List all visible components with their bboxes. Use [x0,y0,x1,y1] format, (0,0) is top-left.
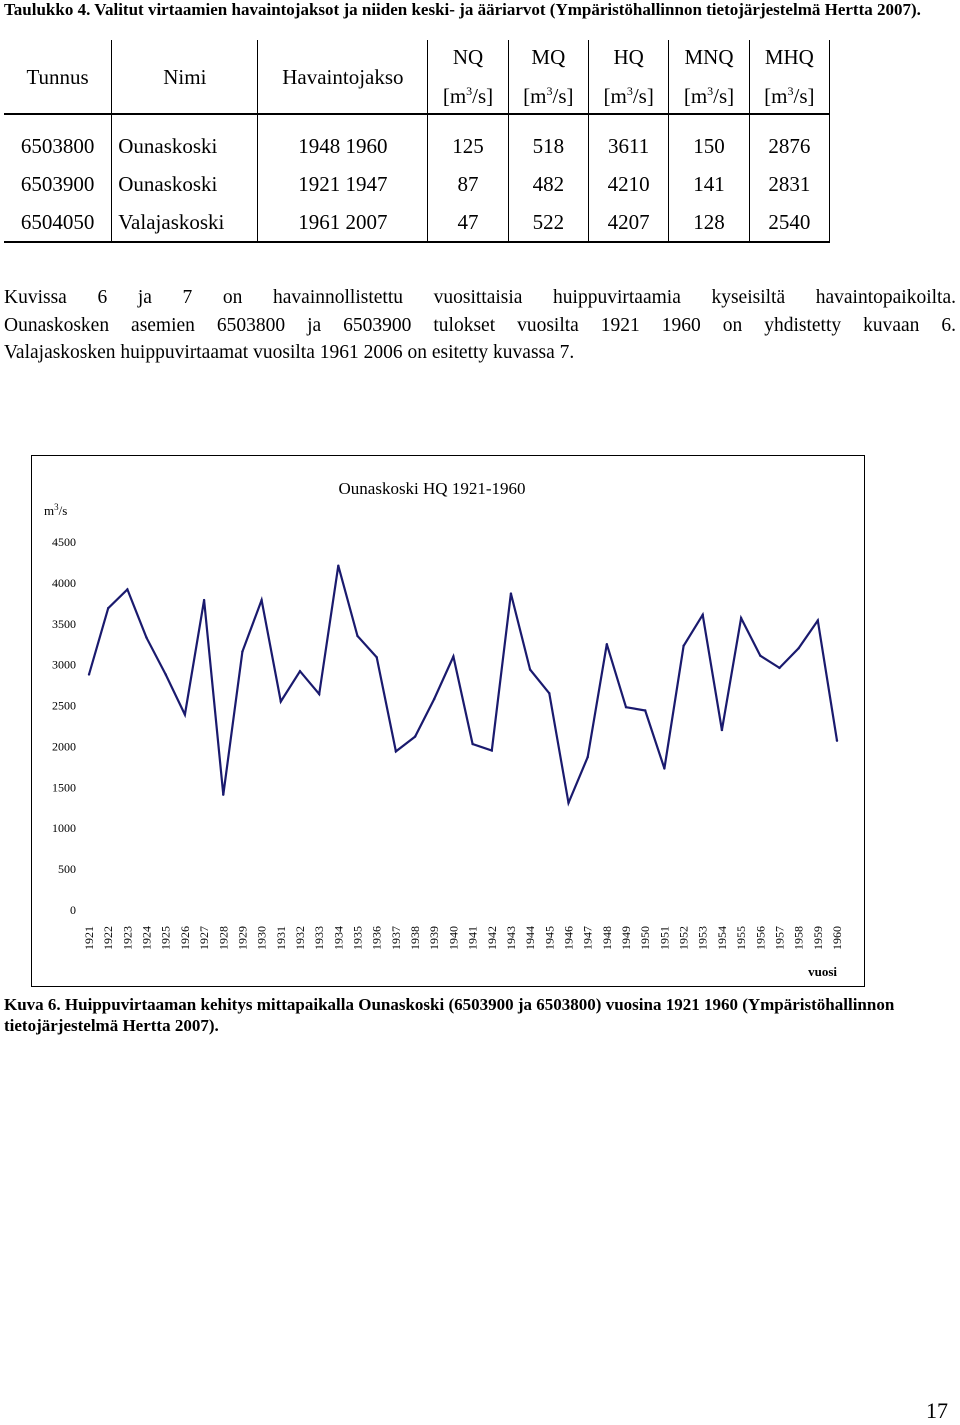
data-point [702,614,704,616]
chart-frame [31,455,865,987]
header-nimi: Nimi [112,40,258,114]
data-point [759,654,761,656]
cell-mnq: 141 [669,165,749,203]
data-point [817,619,819,621]
table-row [4,203,830,242]
data-point [356,635,358,637]
x-tick-label: 1930 [254,926,269,950]
data-point [222,793,224,795]
data-point [625,706,627,708]
header-mq [508,40,588,114]
x-tick-label: 1941 [465,926,480,950]
data-point [663,767,665,769]
y-tick-label: 1000 [52,821,76,836]
data-point [433,698,435,700]
header-mhq [749,40,829,114]
cell-tunnus: 6503900 [4,165,112,203]
data-point [184,713,186,715]
x-tick-label: 1947 [580,926,595,950]
x-tick-label: 1942 [484,926,499,950]
data-point [260,599,262,601]
data-point [510,592,512,594]
data-point [836,740,838,742]
header-havaintojakso: Havaintojakso [258,40,428,114]
header-mhq-label: MHQ [764,45,814,69]
x-tick-label: 1946 [561,926,576,950]
data-point [414,735,416,737]
data-point [548,692,550,694]
header-hq [589,40,669,114]
cell-jakso: 1961 2007 [258,203,428,242]
paragraph-line: Kuvissa 6 ja 7 on havainnollistettu vuosittaisia huippuvirtaamia kyseisiltä havaintopaikoilta. [4,287,956,308]
data-point [318,693,320,695]
data-point [778,667,780,669]
header-nq [428,40,508,114]
cell-mq: 522 [508,203,588,242]
cell-tunnus: 6504050 [4,203,112,242]
cell-mq: 482 [508,165,588,203]
x-axis-label: vuosi [808,964,837,979]
x-tick-label: 1922 [101,926,116,950]
x-tick-label: 1951 [657,926,672,950]
header-mnq [669,40,749,114]
data-point [241,650,243,652]
cell-mhq: 2540 [749,203,829,242]
series-line [89,566,837,803]
paragraph-line: Ounaskosken asemien 6503800 ja 6503900 tulokset vuosilta 1921 1960 on yhdistetty kuvaan 6. [4,314,956,336]
x-tick-label: 1955 [734,926,749,950]
x-tick-label: 1958 [791,926,806,950]
y-tick-label: 3500 [52,616,76,631]
x-tick-label: 1945 [542,926,557,950]
data-point [682,645,684,647]
y-tick-label: 2000 [52,739,76,754]
data-point [280,700,282,702]
x-tick-label: 1927 [197,926,212,950]
y-tick-label: 0 [70,903,76,917]
cell-mq: 518 [508,114,588,165]
data-point [567,802,569,804]
cell-mhq: 2831 [749,165,829,203]
x-tick-label: 1950 [638,926,653,950]
data-point [299,670,301,672]
table-row [4,165,830,203]
unit-label: $[m^3/s]$ [442,84,494,108]
flow-table [4,40,830,243]
x-tick-label: 1944 [523,926,538,950]
x-tick-label: 1923 [120,926,135,950]
paragraph-line: Valajaskosken huippuvirtaamat vuosilta 1961 2006 on esitetty kuvassa 7. [4,342,575,363]
y-tick-label: 2500 [52,698,76,713]
page-number: 17 [926,1398,948,1423]
header-mnq-label: MNQ [684,45,734,69]
x-tick-label: 1924 [139,926,154,950]
cell-hq: 4210 [589,165,669,203]
data-point [586,756,588,758]
x-tick-label: 1940 [446,926,461,950]
body-paragraph [4,284,956,367]
x-tick-label: 1933 [312,926,327,950]
data-point [606,643,608,645]
x-tick-label: 1926 [177,926,192,950]
data-point [471,743,473,745]
x-tick-label: 1937 [388,926,403,950]
y-tick-label: 4000 [52,575,76,590]
table-caption: Taulukko 4. Valitut virtaamien havaintojaksot ja niiden keski- ja ääriarvot (Ympäristöhallinnon tietojärjestelmä Hertta 2007). [4,0,921,19]
cell-nimi: Ounaskoski [112,165,258,203]
x-tick-label: 1956 [753,926,768,950]
x-tick-label: 1948 [599,926,614,950]
table-row [4,114,830,165]
table-header-row [4,40,830,114]
data-point [452,655,454,657]
data-point [797,647,799,649]
header-hq-label: HQ [613,45,644,69]
x-tick-label: 1921 [82,926,96,950]
cell-hq: 3611 [589,114,669,165]
x-tick-label: 1959 [810,926,825,950]
cell-nq: 87 [428,165,508,203]
figure-caption: Kuva 6. Huippuvirtaaman kehitys mittapaikalla Ounaskoski (6503900 ja 6503800) vuosina 1921 1960 (Ympäristöhallinnon tietojärjestelmä Hertta 2007). [4,995,895,1035]
x-tick-label: 1939 [427,926,442,950]
cell-nq: 47 [428,203,508,242]
x-tick-label: 1954 [714,926,729,950]
data-point [337,565,339,567]
data-point [165,673,167,675]
data-point [395,750,397,752]
chart-title: Ounaskoski HQ 1921-1960 [338,479,526,498]
unit-label: $[m^3/s]$ [523,84,574,108]
y-tick-label: 1500 [52,780,76,795]
x-tick-label: 1953 [695,926,710,950]
cell-jakso: 1948 1960 [258,114,428,165]
data-point [107,607,109,609]
x-tick-label: 1949 [619,926,634,950]
x-tick-label: 1929 [235,926,250,950]
data-point [740,617,742,619]
cell-mhq: 2876 [749,114,829,165]
y-tick-label: 500 [58,862,76,877]
unit-label: $[m^3/s]$ [764,84,815,108]
x-tick-label: 1928 [216,926,231,950]
cell-nq: 125 [428,114,508,165]
cell-hq: 4207 [589,203,669,242]
cell-mnq: 150 [669,114,749,165]
header-nq-label: NQ [452,45,484,69]
data-point [88,673,90,675]
x-tick-label: 1935 [350,926,365,950]
x-tick-label: 1943 [503,926,518,950]
data-point [644,709,646,711]
unit-label: $[m^3/s]$ [683,84,735,108]
data-point [529,668,531,670]
cell-tunnus: 6503800 [4,114,112,165]
y-axis-label: $m^3/s$ [44,502,68,518]
data-point [721,729,723,731]
data-point [203,599,205,601]
data-point [491,749,493,751]
cell-mnq: 128 [669,203,749,242]
data-point [375,656,377,658]
y-tick-label: 4500 [52,535,76,549]
x-tick-label: 1952 [676,926,691,950]
x-tick-label: 1931 [273,926,288,950]
header-tunnus: Tunnus [4,40,112,114]
x-tick-label: 1925 [158,926,173,950]
cell-nimi: Valajaskoski [112,203,258,242]
x-tick-label: 1938 [408,926,423,950]
unit-label: $[m^3/s]$ [603,84,654,108]
cell-nimi: Ounaskoski [112,114,258,165]
x-tick-label: 1934 [331,926,346,950]
header-mq-label: MQ [531,45,566,69]
data-point [126,588,128,590]
x-tick-label: 1957 [772,926,787,950]
x-tick-label: 1960 [830,926,844,950]
x-tick-label: 1932 [292,926,307,950]
cell-jakso: 1921 1947 [258,165,428,203]
x-tick-label: 1936 [369,926,384,950]
hq-line-chart [32,456,864,986]
data-point [145,636,147,638]
y-tick-label: 3000 [52,657,76,672]
